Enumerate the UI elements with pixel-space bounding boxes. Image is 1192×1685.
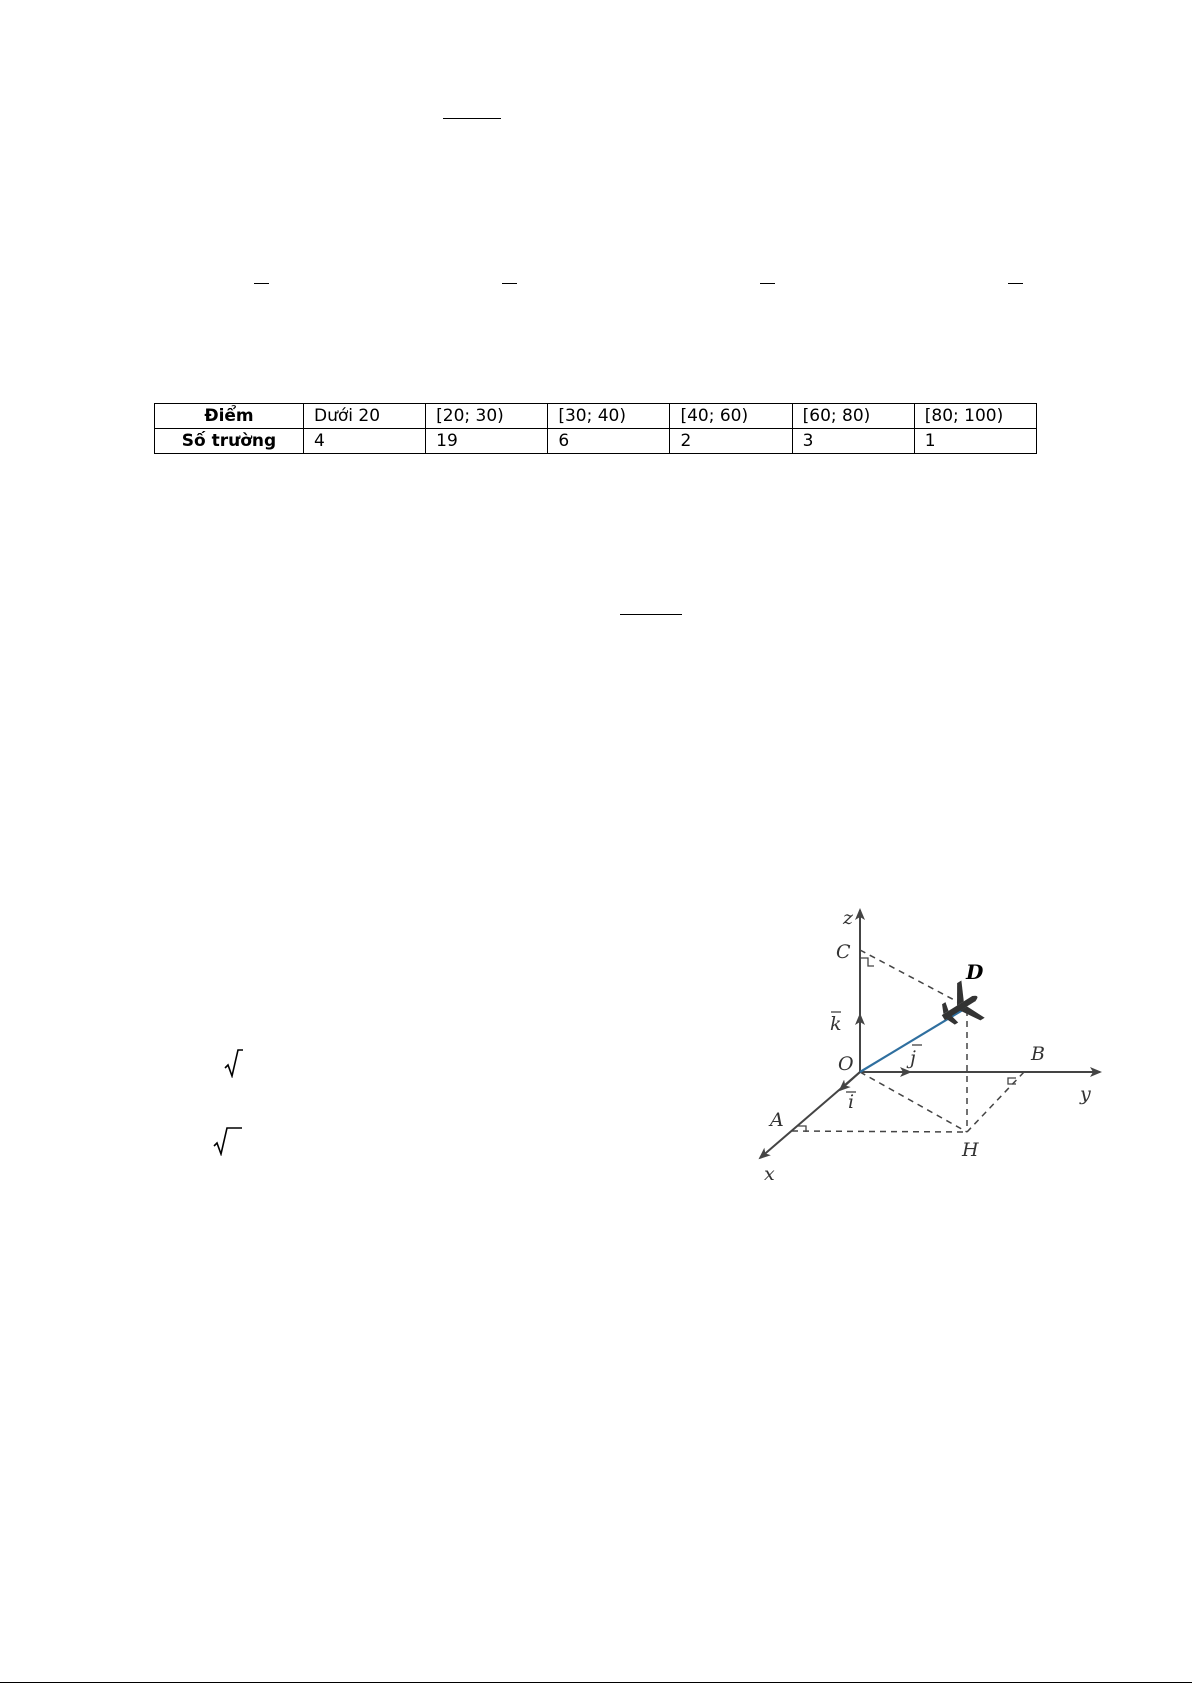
j-label: j bbox=[910, 1047, 916, 1069]
table-cell: 6 bbox=[548, 429, 670, 454]
B-label: B bbox=[1031, 1043, 1045, 1065]
dashed-line bbox=[860, 950, 958, 1002]
table-row bbox=[155, 404, 1037, 429]
table-cell: 1 bbox=[914, 429, 1036, 454]
table-row bbox=[155, 429, 1037, 454]
table-header-cell: Điểm bbox=[155, 404, 304, 429]
table-cell: [30; 40) bbox=[548, 404, 670, 429]
table-cell: [40; 60) bbox=[670, 404, 792, 429]
fraction-bar bbox=[254, 283, 269, 284]
H-label: H bbox=[962, 1139, 979, 1161]
A-label: A bbox=[770, 1109, 784, 1131]
sqrt-fraction bbox=[202, 1122, 242, 1156]
D-label: D bbox=[966, 960, 984, 984]
z-label: z bbox=[843, 907, 854, 929]
y-label: y bbox=[1080, 1083, 1091, 1105]
table-cell: 19 bbox=[426, 429, 548, 454]
table-cell: 3 bbox=[792, 429, 914, 454]
table-header-cell: Số trường bbox=[155, 429, 304, 454]
O-label: O bbox=[838, 1053, 854, 1075]
right-angle-mark bbox=[860, 958, 874, 966]
page-bottom-rule bbox=[0, 1682, 1192, 1683]
x-label: x bbox=[764, 1163, 775, 1185]
coordinate-figure bbox=[740, 900, 1120, 1200]
fraction-bar bbox=[502, 283, 517, 284]
dashed-line bbox=[860, 1072, 967, 1132]
fraction-bar bbox=[760, 283, 775, 284]
k-label: k bbox=[830, 1013, 842, 1035]
table-cell: 2 bbox=[670, 429, 792, 454]
fraction-bar bbox=[620, 614, 682, 615]
airplane-icon bbox=[932, 978, 989, 1037]
C-label: C bbox=[836, 941, 851, 963]
sqrt-fraction bbox=[203, 1044, 243, 1078]
table-cell: [80; 100) bbox=[914, 404, 1036, 429]
dashed-line bbox=[967, 1072, 1024, 1132]
score-table bbox=[154, 403, 1037, 454]
table-cell: 4 bbox=[304, 429, 426, 454]
fraction-bar bbox=[443, 118, 501, 119]
table-cell: [60; 80) bbox=[792, 404, 914, 429]
fraction-bar bbox=[1008, 283, 1023, 284]
table-cell: Dưới 20 bbox=[304, 404, 426, 429]
dashed-line bbox=[792, 1131, 967, 1132]
table-cell: [20; 30) bbox=[426, 404, 548, 429]
i-label: i bbox=[848, 1091, 855, 1113]
